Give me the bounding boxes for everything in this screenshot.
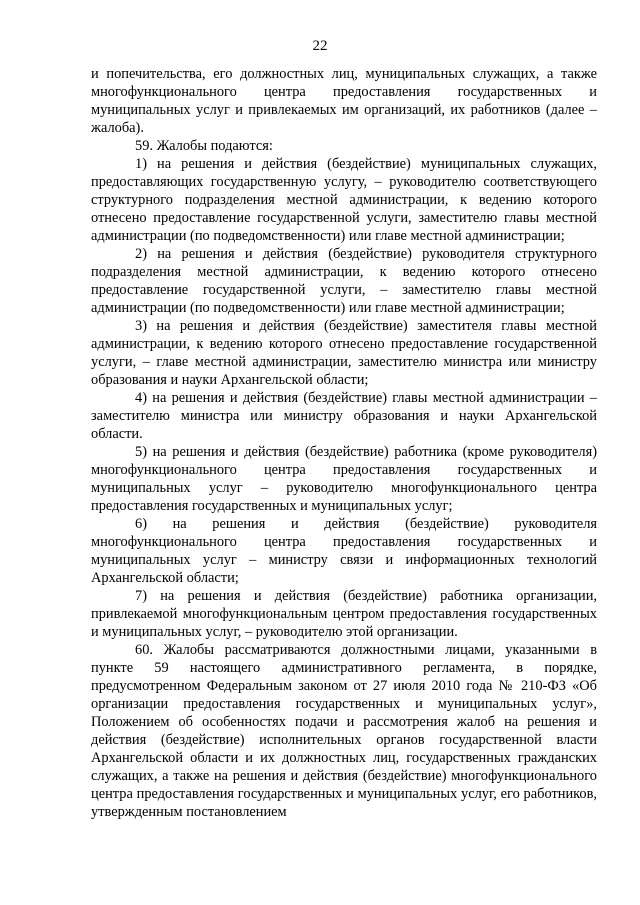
- paragraph-item-3: 3) на решения и действия (бездействие) заместителя главы местной администрации, к ведению которого отнесено предоставление государственной услуги, – главе местной администрации, заместителю министра или министру образования и науки Архангельской области;: [91, 318, 597, 388]
- paragraph-59-heading: 59. Жалобы подаются:: [135, 138, 273, 154]
- paragraph-item-4: 4) на решения и действия (бездействие) главы местной администрации – заместителю министра или министру образования и науки Архангельской области.: [91, 390, 597, 442]
- paragraph-item-5: 5) на решения и действия (бездействие) работника (кроме руководителя) многофункционального центра предоставления государственных и муниципальных услуг – руководителю многофункционального центра предоставления государственных и муниципальных услуг;: [91, 444, 597, 514]
- paragraph-item-6: 6) на решения и действия (бездействие) руководителя многофункционального центра предоставления государственных и муниципальных услуг – министру связи и информационных технологий Архангельской области;: [91, 516, 597, 586]
- page-number: 22: [312, 38, 328, 54]
- paragraph-60: 60. Жалобы рассматриваются должностными лицами, указанными в пункте 59 настоящего административного регламента, в порядке, предусмотренном Федеральным законом от 27 июля 2010 года № 210-ФЗ «Об организации предоставления государственных и муниципальных услуг», Положением об особенностях подачи и рассмотрения жалоб на решения и действия (бездействие) исполнительных органов государственной власти Архангельской области и их должностных лиц, государственных гражданских служащих, а также на решения и действия (бездействие) многофункционального центра предоставления государственных и муниципальных услуг, его работников, утвержденным постановлением: [91, 642, 597, 820]
- document-body: [91, 65, 597, 821]
- paragraph-item-7: 7) на решения и действия (бездействие) работника организации, привлекаемой многофункциональным центром предоставления государственных и муниципальных услуг, – руководителю этой организации.: [91, 588, 597, 640]
- paragraph-item-2: 2) на решения и действия (бездействие) руководителя структурного подразделения местной администрации, к ведению которого отнесено предоставление государственной услуги, – заместителю главы местной администрации (по подведомственности) или главе местной администрации;: [91, 246, 597, 316]
- paragraph-continuation: и попечительства, его должностных лиц, муниципальных служащих, а также многофункционального центра предоставления государственных и муниципальных услуг и привлекаемых им организаций, их работников (далее – жалоба).: [91, 66, 597, 136]
- paragraph-item-1: 1) на решения и действия (бездействие) муниципальных служащих, предоставляющих государственную услугу, – руководителю соответствующего структурного подразделения местной администрации, к ведению которого отнесено предоставление государственной услуги, заместителю главы местной администрации (по подведомственности) или главе местной администрации;: [91, 156, 597, 244]
